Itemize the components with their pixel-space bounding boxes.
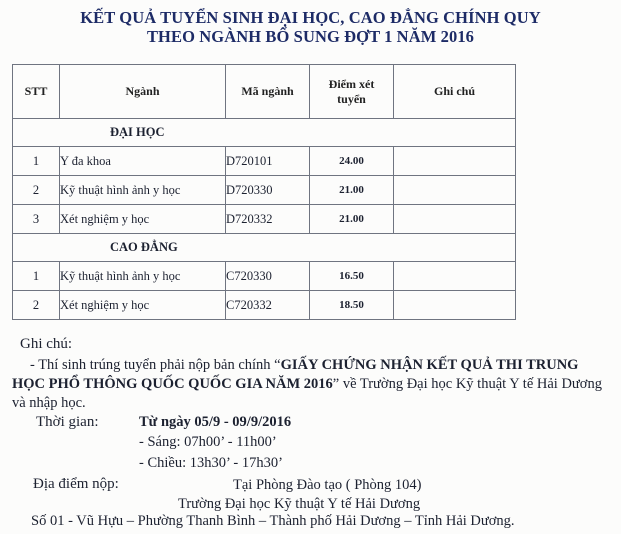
time-range: Từ ngày 05/9 - 09/9/2016 — [139, 414, 292, 430]
header-major: Ngành — [60, 65, 226, 119]
cell-note — [394, 291, 516, 320]
section-row — [13, 234, 516, 262]
place-line1: Tại Phòng Đào tạo ( Phòng 104) — [233, 477, 422, 493]
notes-paragraph-line2 — [12, 376, 602, 393]
cell-code: D720101 — [226, 147, 310, 176]
notes-p1-text: - Thí sinh trúng tuyển phải nộp bản chính “ — [30, 357, 281, 373]
table-header-row — [13, 65, 516, 119]
time-morning: - Sáng: 07h00’ - 11h00’ — [139, 434, 277, 450]
cell-major: Xét nghiệm y học — [60, 291, 226, 320]
table-row — [13, 176, 516, 205]
header-score-line1: Điểm xét — [328, 76, 375, 91]
table-row — [13, 291, 516, 320]
cell-score: 21.00 — [310, 205, 394, 234]
cell-note — [394, 147, 516, 176]
cell-code: C720332 — [226, 291, 310, 320]
cell-stt: 1 — [13, 262, 60, 291]
place-line3: Số 01 - Vũ Hựu – Phường Thanh Bình – Thành phố Hải Dương – Tỉnh Hải Dương. — [31, 513, 515, 529]
cell-stt: 2 — [13, 291, 60, 320]
header-code: Mã ngành — [226, 65, 310, 119]
cell-major: Xét nghiệm y học — [60, 205, 226, 234]
header-score-line2: tuyển — [337, 91, 366, 106]
notes-paragraph-line3: và nhập học. — [12, 395, 86, 411]
cell-note — [394, 205, 516, 234]
cell-stt: 3 — [13, 205, 60, 234]
cell-stt: 2 — [13, 176, 60, 205]
place-line2: Trường Đại học Kỹ thuật Y tế Hải Dương — [178, 496, 421, 512]
time-afternoon: - Chiều: 13h30’ - 17h30’ — [139, 455, 283, 471]
notes-p2-text: ” về Trường Đại học Kỹ thuật Y tế Hải Dương — [332, 376, 602, 392]
cell-score: 16.50 — [310, 262, 394, 291]
cell-major: Kỹ thuật hình ảnh y học — [60, 176, 226, 205]
cell-score: 21.00 — [310, 176, 394, 205]
cell-score: 18.50 — [310, 291, 394, 320]
header-stt: STT — [13, 65, 60, 119]
cell-major: Kỹ thuật hình ảnh y học — [60, 262, 226, 291]
cell-major: Y đa khoa — [60, 147, 226, 176]
cell-note — [394, 176, 516, 205]
cell-stt: 1 — [13, 147, 60, 176]
header-score — [310, 65, 394, 119]
cell-note — [394, 262, 516, 291]
table-row — [13, 262, 516, 291]
place-label: Địa điểm nộp: — [33, 476, 119, 492]
results-table — [12, 64, 516, 320]
table-row — [13, 205, 516, 234]
notes-p1-bold: GIẤY CHỨNG NHẬN KẾT QUẢ THI TRUNG — [280, 357, 579, 373]
notes-paragraph-line1 — [30, 357, 578, 374]
page-title-line1: KẾT QUẢ TUYỂN SINH ĐẠI HỌC, CAO ĐẲNG CHÍNH QUY — [80, 8, 541, 27]
cell-code: D720330 — [226, 176, 310, 205]
header-note: Ghi chú — [394, 65, 516, 119]
notes-heading: Ghi chú: — [20, 336, 73, 352]
section-row — [13, 119, 516, 147]
notes-p2-bold: HỌC PHỔ THÔNG QUỐC QUỐC GIA NĂM 2016 — [12, 376, 333, 392]
page-title-line2: THEO NGÀNH BỔ SUNG ĐỢT 1 NĂM 2016 — [146, 27, 475, 46]
table-row — [13, 147, 516, 176]
cell-code: D720332 — [226, 205, 310, 234]
cell-score: 24.00 — [310, 147, 394, 176]
section-label: ĐẠI HỌC — [13, 119, 516, 147]
cell-code: C720330 — [226, 262, 310, 291]
time-label: Thời gian: — [36, 414, 99, 430]
section-label: CAO ĐẲNG — [13, 234, 516, 262]
